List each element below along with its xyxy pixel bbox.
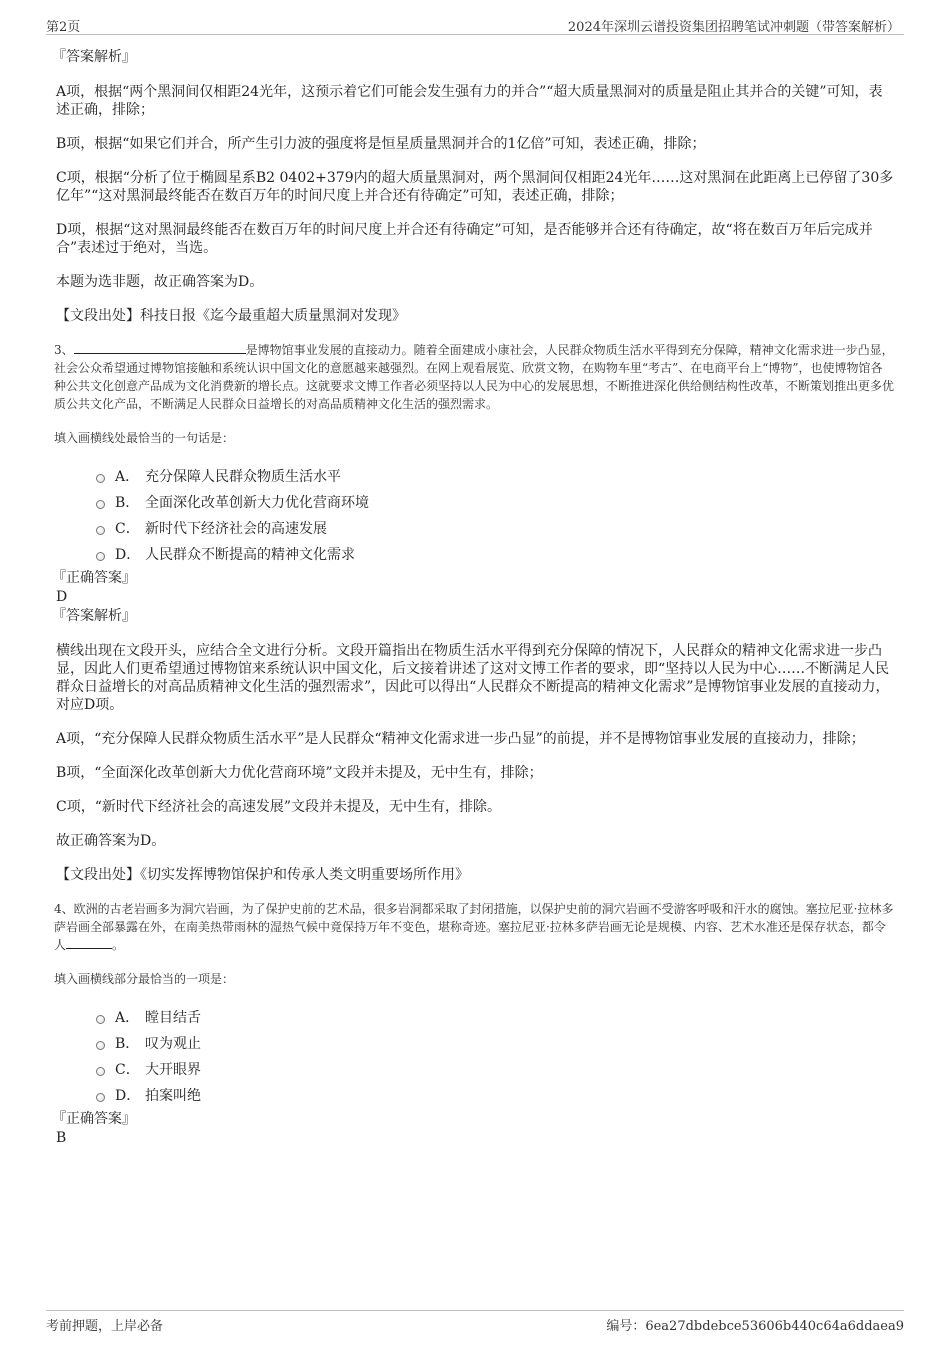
analysis-paragraph: B项，“全面深化改革创新大力优化营商环境”文段并未提及，无中生有，排除；: [56, 765, 543, 781]
analysis-paragraph: D项，根据“这对黑洞最终能否在数百万年的时间尺度上并合还有待确定”可知，是否能够并合还有待确定，故“将在数百万年后完成并合”表述过于绝对，当选。: [56, 222, 873, 256]
option-text: 叹为观止: [145, 1036, 201, 1052]
correct-answer-label: 『正确答案』: [52, 570, 136, 586]
question-text: 4、欧洲的古老岩画多为洞穴岩画，为了保护史前的艺术品，很多岩洞都采取了封闭措施，以保护史前的洞穴岩画不受游客呼吸和汗水的腐蚀。塞拉尼亚·拉林多萨岩画全部暴露在外，在南美热带雨林的湿热气候中竟保持万年不变色，堪称奇迹。塞拉尼亚·拉林多萨岩画无论是规模、内容、艺术水准还是保存状态，都令人: [54, 902, 894, 952]
page-header: [46, 14, 904, 35]
option-c[interactable]: C． 大开眼界: [96, 1056, 894, 1082]
radio-icon[interactable]: [96, 526, 105, 535]
question-prompt: 填入画横线处最恰当的一句话是：: [54, 431, 235, 445]
option-text: 全面深化改革创新大力优化营商环境: [145, 495, 369, 511]
correct-answer: D: [56, 589, 68, 605]
page-number: 第2页: [46, 20, 81, 35]
question-text: 是博物馆事业发展的直接动力。随着全面建成小康社会，人民群众物质生活水平得到充分保障，精神文化需求进一步凸显，社会公众希望通过博物馆接触和系统认识中国文化的意愿越来越强烈。在网上观看展览、欣赏文物，在购物车里“考古”、在电商平台上“博物”，也使博物馆各种公共文化创意产品成为文化消费新的增长点。这就要求文博工作者必须坚持以人民为中心的发展思想，不断推进深化供给侧结构性改革，不断策划推出更多优质公共文化产品，不断满足人民群众日益增长的对高品质精神文化生活的强烈需求。: [54, 343, 895, 411]
radio-icon[interactable]: [96, 500, 105, 509]
source-citation: 【文段出处】《切实发挥博物馆保护和传承人类文明重要场所作用》: [56, 867, 469, 883]
option-text: 拍案叫绝: [145, 1088, 201, 1104]
analysis-paragraph: C项，“新时代下经济社会的高速发展”文段并未提及，无中生有，排除。: [56, 799, 502, 815]
fill-blank: [74, 341, 246, 354]
question-3-stem: [54, 341, 894, 413]
option-c[interactable]: C． 新时代下经济社会的高速发展: [96, 515, 894, 541]
question-3-options: [96, 463, 894, 567]
analysis-paragraph: A项，根据“两个黑洞间仅相距24光年，这预示着它们可能会发生强有力的并合”“超大质量黑洞对的质量是阻止其并合的关键”可知，表述正确，排除；: [56, 84, 883, 118]
analysis-paragraph: B项，根据“如果它们并合，所产生引力波的强度将是恒星质量黑洞并合的1亿倍”可知，表述正确，排除；: [56, 136, 706, 152]
correct-answer: B: [56, 1130, 67, 1146]
page-footer: [46, 1310, 904, 1333]
radio-icon[interactable]: [96, 1093, 105, 1102]
question-4-options: [96, 1004, 894, 1108]
document-title: 2024年深圳云谱投资集团招聘笔试冲刺题（带答案解析）: [567, 20, 900, 35]
option-text: 人民群众不断提高的精神文化需求: [145, 547, 355, 563]
radio-icon[interactable]: [96, 1067, 105, 1076]
radio-icon[interactable]: [96, 552, 105, 561]
fill-blank: [66, 936, 112, 949]
option-b[interactable]: B． 叹为观止: [96, 1030, 894, 1056]
analysis-paragraph: 故正确答案为D。: [56, 833, 166, 849]
page-content: [52, 48, 895, 1148]
radio-icon[interactable]: [96, 1015, 105, 1024]
question-number: 3、: [54, 343, 74, 357]
option-d[interactable]: D． 人民群众不断提高的精神文化需求: [96, 541, 894, 567]
source-citation: 【文段出处】科技日报《迄今最重超大质量黑洞对发现》: [56, 308, 406, 324]
option-text: 新时代下经济社会的高速发展: [145, 521, 327, 537]
option-b[interactable]: B． 全面深化改革创新大力优化营商环境: [96, 489, 894, 515]
analysis-label: 『答案解析』: [52, 608, 136, 624]
analysis-paragraph: A项，“充分保障人民群众物质生活水平”是人民群众“精神文化需求进一步凸显”的前提，并不是博物馆事业发展的直接动力，排除；: [56, 731, 865, 747]
question-4-stem: 4、欧洲的古老岩画多为洞穴岩画，为了保护史前的艺术品，很多岩洞都采取了封闭措施，以保护史前的洞穴岩画不受游客呼吸和汗水的腐蚀。塞拉尼亚·拉林多萨岩画全部暴露在外，在南美热带雨林的湿热气候中竟保持万年不变色，堪称奇迹。塞拉尼亚·拉林多萨岩画无论是规模、内容、艺术水准还是保存状态，都令人 。: [54, 902, 894, 952]
analysis-paragraph: 本题为选非题，故正确答案为D。: [56, 274, 264, 290]
radio-icon[interactable]: [96, 474, 105, 483]
option-text: 充分保障人民群众物质生活水平: [145, 469, 341, 485]
radio-icon[interactable]: [96, 1041, 105, 1050]
analysis-paragraph: C项，根据“分析了位于椭圆星系B2 0402+379内的超大质量黑洞对，两个黑洞间仅相距24光年……这对黑洞在此距离上已停留了30多亿年”“这对黑洞最终能否在数百万年的时间尺度上并合还有待确定”可知，表述正确，排除；: [56, 170, 894, 204]
option-a[interactable]: A． 充分保障人民群众物质生活水平: [96, 463, 894, 489]
analysis-label: 『答案解析』: [52, 49, 136, 65]
document-id: 编号：6ea27dbdebce53606b440c64a6ddaea9: [606, 1319, 904, 1334]
option-a[interactable]: A． 瞠目结舌: [96, 1004, 894, 1030]
option-text: 瞠目结舌: [145, 1010, 201, 1026]
option-d[interactable]: D． 拍案叫绝: [96, 1082, 894, 1108]
correct-answer-label: 『正确答案』: [52, 1111, 136, 1127]
footer-slogan: 考前押题，上岸必备: [46, 1319, 164, 1334]
analysis-paragraph: 横线出现在文段开头，应结合全文进行分析。文段开篇指出在物质生活水平得到充分保障的情况下，人民群众的精神文化需求进一步凸显，因此人们更希望通过博物馆来系统认识中国文化，后文接着讲述了这对文博工作者的要求，即“坚持以人民为中心……不断满足人民群众日益增长的对高品质精神文化生活的强烈需求”，因此可以得出“人民群众不断提高的精神文化需求”是博物馆事业发展的直接动力，对应D项。: [56, 643, 890, 713]
question-prompt: 填入画横线部分最恰当的一项是：: [54, 972, 235, 986]
option-text: 大开眼界: [145, 1062, 201, 1078]
